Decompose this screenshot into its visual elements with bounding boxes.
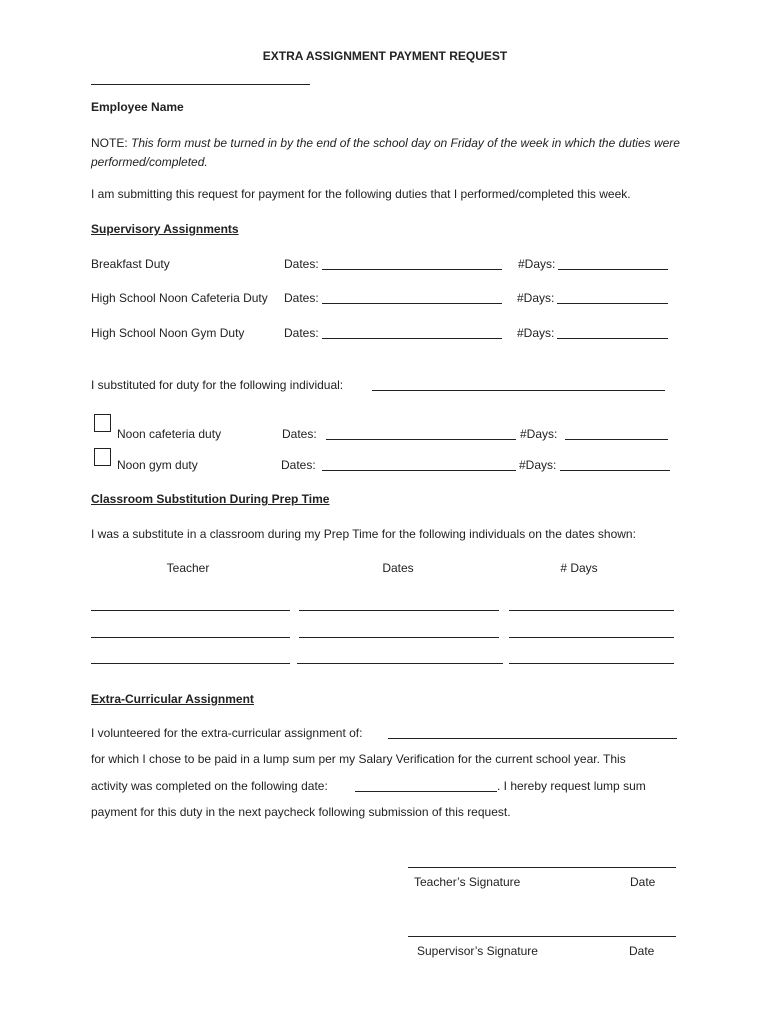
option-label-gym: Noon gym duty (117, 458, 198, 472)
dates-label: Dates: (284, 257, 319, 271)
days-label: #Days: (517, 326, 555, 340)
teacher-date-label: Date (630, 875, 656, 889)
noon-cafeteria-checkbox[interactable] (94, 414, 111, 432)
completion-date-field[interactable] (355, 791, 497, 792)
supervisor-signature-label: Supervisor’s Signature (417, 944, 538, 958)
option-label-cafeteria: Noon cafeteria duty (117, 427, 222, 441)
employee-name-label: Employee Name (91, 100, 184, 114)
intro-text: I am submitting this request for payment for the following duties that I performed/completed this week. (91, 187, 631, 201)
gym-days-field[interactable] (557, 338, 668, 339)
duty-label-breakfast: Breakfast Duty (91, 257, 170, 271)
dates-label: Dates: (282, 427, 317, 441)
duty-label-cafeteria: High School Noon Cafeteria Duty (91, 291, 268, 305)
cafeteria-dates-field[interactable] (322, 303, 502, 304)
column-header-teacher: Teacher (166, 561, 210, 575)
extracurricular-line4: payment for this duty in the next paycheck following submission of this request. (91, 805, 511, 819)
note-text (91, 134, 691, 172)
extracurricular-line3b: . I hereby request lump sum (497, 779, 646, 793)
dates-label: Dates: (284, 326, 319, 340)
extracurricular-line1: I volunteered for the extra-curricular assignment of: (91, 726, 363, 740)
supervisor-signature-field[interactable] (408, 936, 676, 937)
extracurricular-line2: for which I chose to be paid in a lump sum per my Salary Verification for the current school year. This (91, 752, 626, 766)
dates-label: Dates: (284, 291, 319, 305)
sub-cafeteria-days-field[interactable] (565, 439, 668, 440)
days-field-1[interactable] (509, 610, 674, 611)
sub-gym-days-field[interactable] (560, 470, 670, 471)
note-body: This form must be turned in by the end of the school day on Friday of the week in which the duties were performed/completed. (91, 136, 680, 169)
column-header-days: # Days (560, 561, 598, 575)
breakfast-days-field[interactable] (558, 269, 668, 270)
teacher-field-2[interactable] (91, 637, 290, 638)
days-field-2[interactable] (509, 637, 674, 638)
form-title: EXTRA ASSIGNMENT PAYMENT REQUEST (262, 49, 508, 63)
teacher-signature-field[interactable] (408, 867, 676, 868)
gym-dates-field[interactable] (322, 338, 502, 339)
dates-field-1[interactable] (299, 610, 499, 611)
substitution-text: I substituted for duty for the following individual: (91, 378, 344, 392)
dates-field-2[interactable] (299, 637, 499, 638)
teacher-field-1[interactable] (91, 610, 290, 611)
dates-field-3[interactable] (297, 663, 503, 664)
breakfast-dates-field[interactable] (322, 269, 502, 270)
sub-cafeteria-dates-field[interactable] (326, 439, 516, 440)
days-label: #Days: (517, 291, 555, 305)
dates-label: Dates: (281, 458, 316, 472)
cafeteria-days-field[interactable] (557, 303, 668, 304)
supervisory-heading: Supervisory Assignments (91, 222, 239, 236)
duty-label-gym: High School Noon Gym Duty (91, 326, 245, 340)
classroom-text: I was a substitute in a classroom during my Prep Time for the following individuals on the dates shown: (91, 527, 636, 541)
supervisor-date-label: Date (629, 944, 655, 958)
employee-name-field[interactable] (91, 84, 310, 85)
sub-gym-dates-field[interactable] (322, 470, 516, 471)
note-prefix: NOTE: (91, 136, 132, 150)
extracurricular-heading: Extra-Curricular Assignment (91, 692, 254, 706)
substituted-individual-field[interactable] (372, 390, 665, 391)
teacher-signature-label: Teacher’s Signature (414, 875, 521, 889)
days-label: #Days: (518, 257, 556, 271)
noon-gym-checkbox[interactable] (94, 448, 111, 466)
assignment-field[interactable] (388, 738, 677, 739)
days-label: #Days: (520, 427, 558, 441)
extracurricular-line3a: activity was completed on the following date: (91, 779, 328, 793)
teacher-field-3[interactable] (91, 663, 290, 664)
days-field-3[interactable] (509, 663, 674, 664)
days-label: #Days: (519, 458, 557, 472)
classroom-heading: Classroom Substitution During Prep Time (91, 492, 330, 506)
column-header-dates: Dates (382, 561, 414, 575)
